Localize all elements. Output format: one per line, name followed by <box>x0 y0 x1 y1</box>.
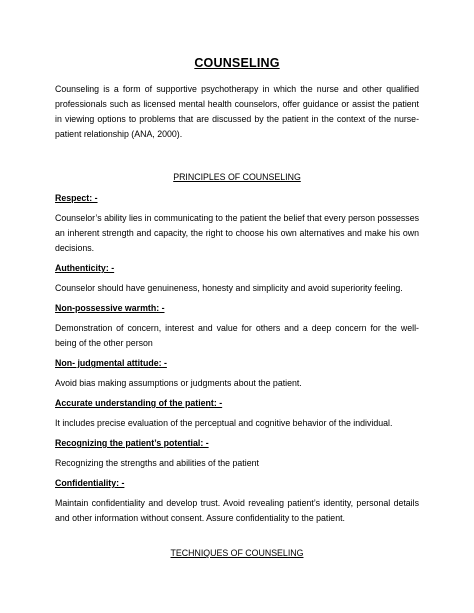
principle-non-possessive-warmth <box>55 302 419 351</box>
principle-confidentiality <box>55 477 419 526</box>
techniques-section-title: TECHNIQUES OF COUNSELING <box>170 548 304 558</box>
principle-authenticity <box>55 262 419 296</box>
principle-text: Recognizing the strengths and abilities of the patient <box>55 458 259 468</box>
principle-heading: Non- judgmental attitude: - <box>55 358 167 368</box>
principle-text: Maintain confidentiality and develop trust. Avoid revealing patient’s identity, personal details and other information without consent. Assure confidentiality to the patient. <box>55 498 419 523</box>
principle-recognizing-potential <box>55 437 419 471</box>
principle-heading: Recognizing the patient’s potential: - <box>55 438 209 448</box>
principle-heading: Authenticity: - <box>55 263 115 273</box>
principle-heading: Confidentiality: - <box>55 478 125 488</box>
principle-heading: Non-possessive warmth: - <box>55 303 165 313</box>
principle-non-judgmental-attitude <box>55 357 419 391</box>
page-title: COUNSELING <box>194 56 280 70</box>
principle-text: Demonstration of concern, interest and value for others and a deep concern for the well-being of the other person <box>55 323 419 348</box>
principle-text: It includes precise evaluation of the perceptual and cognitive behavior of the individual. <box>55 418 393 428</box>
principle-respect <box>55 192 419 256</box>
principle-heading: Accurate understanding of the patient: - <box>55 398 223 408</box>
principle-text: Counselor should have genuineness, honesty and simplicity and avoid superiority feeling. <box>55 283 403 293</box>
principle-text: Avoid bias making assumptions or judgments about the patient. <box>55 378 302 388</box>
principle-text: Counselor’s ability lies in communicating to the patient the belief that every person possesses an inherent strength and capacity, the right to choose his own alternatives and make his own decisions. <box>55 213 419 253</box>
principles-section-title: PRINCIPLES OF COUNSELING <box>173 172 301 182</box>
intro-paragraph: Counseling is a form of supportive psychotherapy in which the nurse and other qualified professionals such as licensed mental health counselors, offer guidance or assist the patient in viewing options to problems that are discussed by the patient in the context of the nurse-patient relationship (ANA, 2000). <box>55 84 419 139</box>
principle-accurate-understanding <box>55 397 419 431</box>
principle-heading: Respect: - <box>55 193 98 203</box>
